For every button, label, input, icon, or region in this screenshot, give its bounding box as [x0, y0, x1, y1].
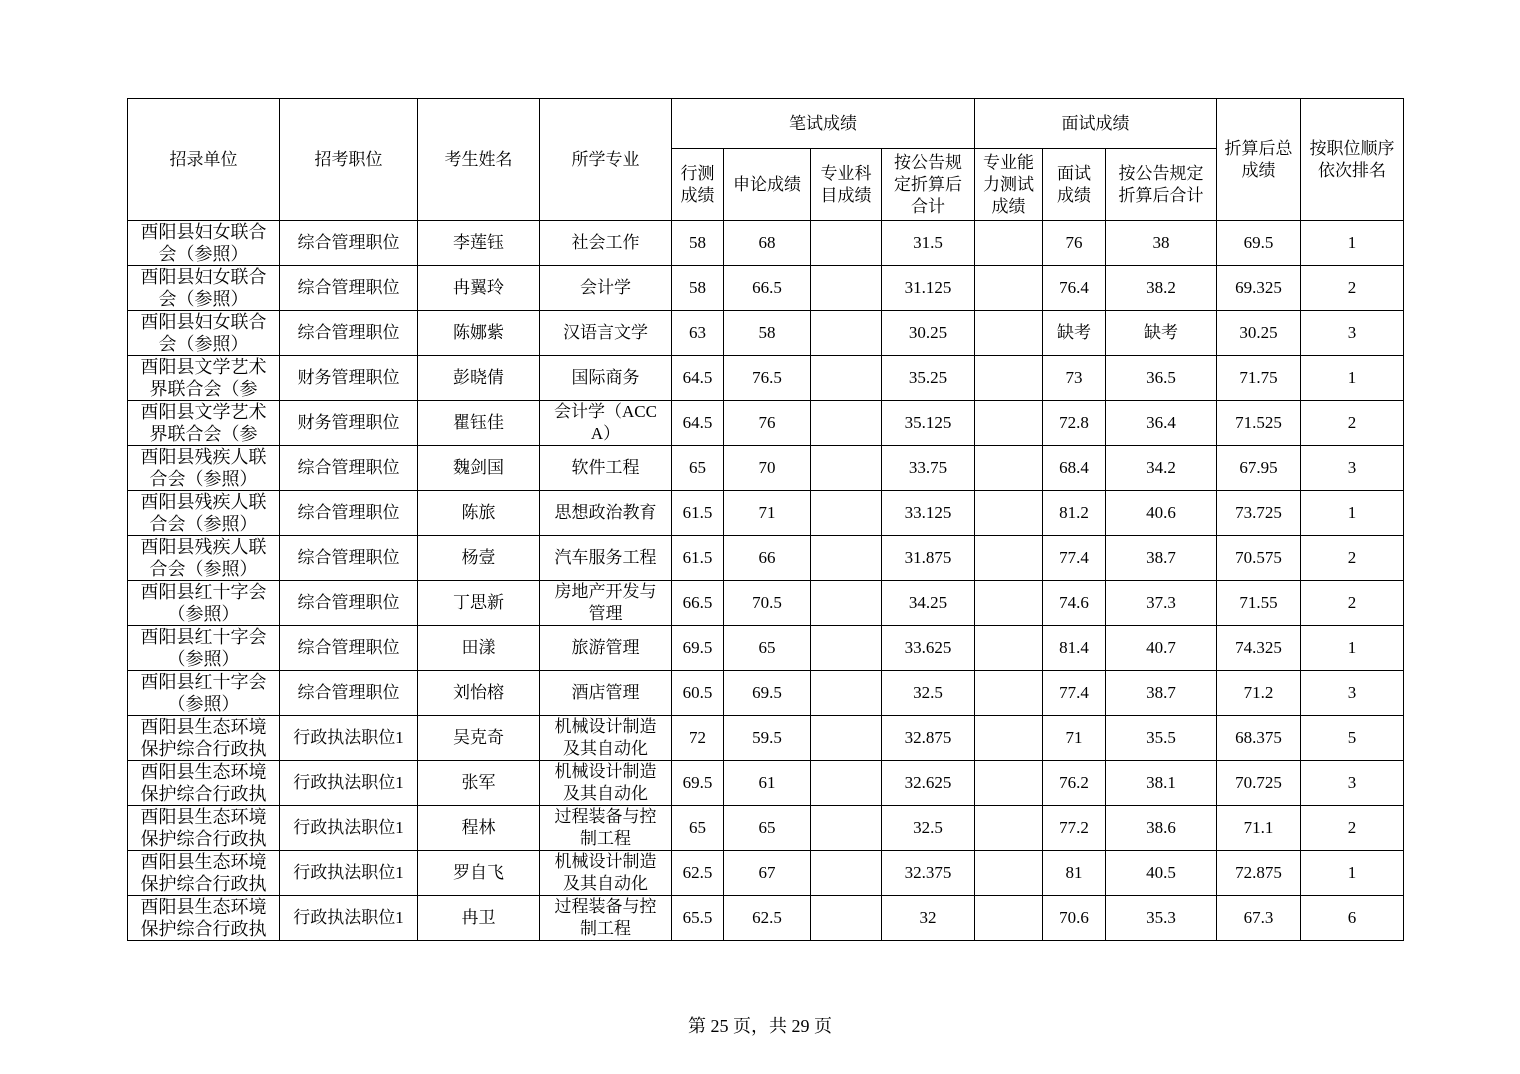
cell-position: 综合管理职位	[280, 446, 418, 491]
cell-xingce: 63	[672, 311, 724, 356]
cell-written-total: 31.125	[882, 266, 975, 311]
score-table	[127, 98, 1404, 941]
cell-major-text: 机械设计制造及其自动化	[554, 717, 657, 758]
cell-major-text: 旅游管理	[571, 638, 640, 657]
cell-major-text: 过程装备与控制工程	[554, 897, 657, 938]
cell-ability	[975, 266, 1043, 311]
cell-position: 综合管理职位	[280, 311, 418, 356]
cell-name: 彭晓倩	[418, 356, 540, 401]
cell-name: 杨壹	[418, 536, 540, 581]
cell-major	[540, 671, 672, 716]
cell-total: 69.5	[1217, 221, 1301, 266]
cell-professional	[811, 266, 882, 311]
cell-major	[540, 491, 672, 536]
cell-total: 30.25	[1217, 311, 1301, 356]
cell-xingce: 61.5	[672, 536, 724, 581]
cell-professional	[811, 716, 882, 761]
cell-shenlun: 68	[724, 221, 811, 266]
cell-shenlun: 70	[724, 446, 811, 491]
cell-unit	[128, 266, 280, 311]
cell-position: 综合管理职位	[280, 266, 418, 311]
cell-written-total: 31.875	[882, 536, 975, 581]
cell-interview-total: 37.3	[1106, 581, 1217, 626]
cell-ability	[975, 311, 1043, 356]
cell-rank: 5	[1301, 716, 1404, 761]
cell-interview: 81.2	[1043, 491, 1106, 536]
cell-interview-total: 缺考	[1106, 311, 1217, 356]
cell-ability	[975, 491, 1043, 536]
cell-rank: 2	[1301, 581, 1404, 626]
cell-professional	[811, 581, 882, 626]
cell-shenlun: 67	[724, 851, 811, 896]
header-unit: 招录单位	[128, 99, 280, 221]
cell-interview-total: 40.7	[1106, 626, 1217, 671]
cell-major	[540, 716, 672, 761]
cell-shenlun: 70.5	[724, 581, 811, 626]
cell-ability	[975, 806, 1043, 851]
cell-total: 71.525	[1217, 401, 1301, 446]
header-total: 折算后总成绩	[1217, 99, 1301, 221]
cell-written-total: 31.5	[882, 221, 975, 266]
cell-major-text: 过程装备与控制工程	[554, 807, 657, 848]
cell-shenlun: 58	[724, 311, 811, 356]
cell-position: 综合管理职位	[280, 221, 418, 266]
cell-interview: 76.4	[1043, 266, 1106, 311]
cell-written-total: 35.25	[882, 356, 975, 401]
table-row	[128, 716, 1404, 761]
cell-written-total: 30.25	[882, 311, 975, 356]
table-row	[128, 851, 1404, 896]
cell-major	[540, 851, 672, 896]
cell-position: 行政执法职位1	[280, 716, 418, 761]
cell-interview: 77.4	[1043, 671, 1106, 716]
cell-ability	[975, 221, 1043, 266]
cell-xingce: 65	[672, 806, 724, 851]
cell-major-text: 会计学	[580, 278, 631, 297]
cell-unit	[128, 581, 280, 626]
cell-xingce: 60.5	[672, 671, 724, 716]
cell-major-text: 国际商务	[571, 368, 640, 387]
cell-xingce: 58	[672, 221, 724, 266]
header-interview: 面试成绩	[1043, 149, 1106, 221]
table-row	[128, 491, 1404, 536]
cell-major	[540, 761, 672, 806]
cell-interview: 77.2	[1043, 806, 1106, 851]
cell-unit	[128, 356, 280, 401]
table-row	[128, 806, 1404, 851]
cell-ability	[975, 401, 1043, 446]
cell-interview-total: 38.1	[1106, 761, 1217, 806]
table-row	[128, 896, 1404, 941]
cell-professional	[811, 311, 882, 356]
cell-major	[540, 896, 672, 941]
cell-ability	[975, 536, 1043, 581]
cell-rank: 3	[1301, 761, 1404, 806]
cell-xingce: 69.5	[672, 761, 724, 806]
cell-total: 67.95	[1217, 446, 1301, 491]
cell-position: 综合管理职位	[280, 581, 418, 626]
cell-xingce: 61.5	[672, 491, 724, 536]
cell-position: 行政执法职位1	[280, 851, 418, 896]
cell-professional	[811, 221, 882, 266]
cell-major	[540, 311, 672, 356]
cell-written-total: 33.125	[882, 491, 975, 536]
cell-total: 71.55	[1217, 581, 1301, 626]
cell-position: 行政执法职位1	[280, 761, 418, 806]
header-name: 考生姓名	[418, 99, 540, 221]
cell-major	[540, 266, 672, 311]
cell-xingce: 69.5	[672, 626, 724, 671]
cell-rank: 2	[1301, 266, 1404, 311]
cell-ability	[975, 896, 1043, 941]
cell-major	[540, 356, 672, 401]
cell-written-total: 32.875	[882, 716, 975, 761]
cell-xingce: 72	[672, 716, 724, 761]
cell-name: 张军	[418, 761, 540, 806]
table-row	[128, 626, 1404, 671]
cell-total: 70.575	[1217, 536, 1301, 581]
header-interview-total: 按公告规定折算后合计	[1106, 149, 1217, 221]
cell-interview: 73	[1043, 356, 1106, 401]
cell-written-total: 35.125	[882, 401, 975, 446]
cell-written-total: 32.625	[882, 761, 975, 806]
cell-unit	[128, 896, 280, 941]
cell-ability	[975, 671, 1043, 716]
cell-total: 71.2	[1217, 671, 1301, 716]
cell-major-text: 会计学（ACCA）	[554, 402, 657, 443]
cell-rank: 1	[1301, 626, 1404, 671]
cell-interview-total: 35.3	[1106, 896, 1217, 941]
cell-name: 陈娜紫	[418, 311, 540, 356]
cell-name: 瞿钰佳	[418, 401, 540, 446]
cell-shenlun: 66	[724, 536, 811, 581]
table-body	[128, 221, 1404, 941]
cell-professional	[811, 671, 882, 716]
cell-major-text: 汽车服务工程	[554, 548, 657, 567]
cell-interview: 72.8	[1043, 401, 1106, 446]
cell-total: 73.725	[1217, 491, 1301, 536]
table-row	[128, 446, 1404, 491]
cell-rank: 1	[1301, 491, 1404, 536]
cell-shenlun: 65	[724, 626, 811, 671]
cell-xingce: 62.5	[672, 851, 724, 896]
cell-interview: 81.4	[1043, 626, 1106, 671]
cell-major-text: 机械设计制造及其自动化	[554, 852, 657, 893]
cell-interview: 81	[1043, 851, 1106, 896]
cell-shenlun: 62.5	[724, 896, 811, 941]
cell-xingce: 58	[672, 266, 724, 311]
cell-interview-total: 36.4	[1106, 401, 1217, 446]
cell-professional	[811, 761, 882, 806]
cell-unit-text: 酉阳县文学艺术界联合会（参	[140, 357, 267, 399]
cell-total: 69.325	[1217, 266, 1301, 311]
table-row	[128, 671, 1404, 716]
cell-interview: 74.6	[1043, 581, 1106, 626]
cell-shenlun: 69.5	[724, 671, 811, 716]
cell-unit-text: 酉阳县红十字会（参照）	[140, 627, 267, 669]
cell-interview-total: 34.2	[1106, 446, 1217, 491]
cell-position: 综合管理职位	[280, 491, 418, 536]
cell-shenlun: 76	[724, 401, 811, 446]
cell-interview: 68.4	[1043, 446, 1106, 491]
cell-shenlun: 65	[724, 806, 811, 851]
cell-interview-total: 35.5	[1106, 716, 1217, 761]
cell-unit	[128, 671, 280, 716]
cell-major	[540, 446, 672, 491]
cell-name: 程林	[418, 806, 540, 851]
cell-name: 冉翼玲	[418, 266, 540, 311]
cell-name: 田漾	[418, 626, 540, 671]
cell-major-text: 房地产开发与管理	[554, 582, 657, 623]
table-row	[128, 356, 1404, 401]
cell-total: 74.325	[1217, 626, 1301, 671]
cell-interview: 76.2	[1043, 761, 1106, 806]
cell-major	[540, 806, 672, 851]
cell-xingce: 65.5	[672, 896, 724, 941]
cell-major-text: 机械设计制造及其自动化	[554, 762, 657, 803]
cell-interview: 76	[1043, 221, 1106, 266]
cell-xingce: 64.5	[672, 401, 724, 446]
cell-interview: 70.6	[1043, 896, 1106, 941]
cell-shenlun: 59.5	[724, 716, 811, 761]
cell-interview-total: 40.5	[1106, 851, 1217, 896]
cell-rank: 2	[1301, 806, 1404, 851]
header-ability: 专业能力测试成绩	[975, 149, 1043, 221]
cell-professional	[811, 896, 882, 941]
cell-unit	[128, 536, 280, 581]
cell-major	[540, 581, 672, 626]
header-position: 招考职位	[280, 99, 418, 221]
cell-rank: 3	[1301, 311, 1404, 356]
cell-interview: 缺考	[1043, 311, 1106, 356]
cell-ability	[975, 716, 1043, 761]
cell-total: 68.375	[1217, 716, 1301, 761]
cell-name: 吴克奇	[418, 716, 540, 761]
cell-interview-total: 38.2	[1106, 266, 1217, 311]
header-written-total: 按公告规定折算后合计	[882, 149, 975, 221]
cell-total: 70.725	[1217, 761, 1301, 806]
cell-written-total: 32	[882, 896, 975, 941]
cell-major-text: 社会工作	[571, 233, 640, 252]
cell-name: 丁思新	[418, 581, 540, 626]
cell-unit-text: 酉阳县文学艺术界联合会（参	[140, 402, 267, 444]
cell-interview-total: 36.5	[1106, 356, 1217, 401]
header-rank: 按职位顺序依次排名	[1301, 99, 1404, 221]
cell-unit-text: 酉阳县残疾人联合会（参照）	[140, 447, 267, 489]
cell-interview-total: 38.7	[1106, 536, 1217, 581]
cell-unit-text: 酉阳县生态环境保护综合行政执	[140, 807, 267, 849]
cell-unit	[128, 626, 280, 671]
cell-written-total: 32.375	[882, 851, 975, 896]
cell-rank: 2	[1301, 536, 1404, 581]
cell-unit-text: 酉阳县生态环境保护综合行政执	[140, 717, 267, 759]
cell-ability	[975, 446, 1043, 491]
cell-professional	[811, 536, 882, 581]
cell-major-text: 软件工程	[571, 458, 640, 477]
cell-written-total: 32.5	[882, 671, 975, 716]
cell-unit	[128, 806, 280, 851]
cell-interview-total: 38.7	[1106, 671, 1217, 716]
cell-professional	[811, 491, 882, 536]
cell-interview: 77.4	[1043, 536, 1106, 581]
cell-name: 陈旅	[418, 491, 540, 536]
table-row	[128, 536, 1404, 581]
cell-unit-text: 酉阳县妇女联合会（参照）	[140, 222, 267, 264]
cell-written-total: 33.75	[882, 446, 975, 491]
cell-unit	[128, 491, 280, 536]
header-professional: 专业科目成绩	[811, 149, 882, 221]
cell-ability	[975, 356, 1043, 401]
header-interview-group: 面试成绩	[975, 99, 1217, 149]
cell-professional	[811, 356, 882, 401]
cell-professional	[811, 806, 882, 851]
cell-unit	[128, 761, 280, 806]
page-footer: 第 25 页，共 29 页	[688, 1016, 832, 1036]
cell-written-total: 33.625	[882, 626, 975, 671]
cell-position: 综合管理职位	[280, 626, 418, 671]
header-xingce: 行测成绩	[672, 149, 724, 221]
cell-major-text: 酒店管理	[571, 683, 640, 702]
cell-unit-text: 酉阳县生态环境保护综合行政执	[140, 852, 267, 894]
header-written-group: 笔试成绩	[672, 99, 975, 149]
cell-major	[540, 536, 672, 581]
cell-professional	[811, 851, 882, 896]
cell-interview-total: 38.6	[1106, 806, 1217, 851]
cell-name: 魏剑国	[418, 446, 540, 491]
cell-written-total: 34.25	[882, 581, 975, 626]
cell-ability	[975, 851, 1043, 896]
table-row	[128, 266, 1404, 311]
cell-unit-text: 酉阳县残疾人联合会（参照）	[140, 492, 267, 534]
cell-unit-text: 酉阳县生态环境保护综合行政执	[140, 762, 267, 804]
cell-unit-text: 酉阳县生态环境保护综合行政执	[140, 897, 267, 939]
cell-rank: 1	[1301, 356, 1404, 401]
cell-xingce: 64.5	[672, 356, 724, 401]
cell-unit-text: 酉阳县妇女联合会（参照）	[140, 267, 267, 309]
cell-position: 财务管理职位	[280, 401, 418, 446]
cell-total: 72.875	[1217, 851, 1301, 896]
cell-unit-text: 酉阳县残疾人联合会（参照）	[140, 537, 267, 579]
cell-interview-total: 40.6	[1106, 491, 1217, 536]
cell-position: 财务管理职位	[280, 356, 418, 401]
cell-professional	[811, 446, 882, 491]
table-row	[128, 221, 1404, 266]
cell-total: 71.1	[1217, 806, 1301, 851]
cell-name: 冉卫	[418, 896, 540, 941]
cell-major-text: 思想政治教育	[554, 503, 657, 522]
header-shenlun: 申论成绩	[724, 149, 811, 221]
table-row	[128, 311, 1404, 356]
cell-unit	[128, 851, 280, 896]
table-row	[128, 761, 1404, 806]
cell-position: 综合管理职位	[280, 671, 418, 716]
cell-name: 刘怡榕	[418, 671, 540, 716]
cell-ability	[975, 761, 1043, 806]
cell-ability	[975, 626, 1043, 671]
table-row	[128, 581, 1404, 626]
cell-unit-text: 酉阳县红十字会（参照）	[140, 672, 267, 714]
cell-professional	[811, 626, 882, 671]
cell-written-total: 32.5	[882, 806, 975, 851]
cell-rank: 6	[1301, 896, 1404, 941]
cell-unit	[128, 446, 280, 491]
cell-unit	[128, 311, 280, 356]
cell-name: 罗自飞	[418, 851, 540, 896]
cell-major	[540, 401, 672, 446]
cell-unit	[128, 716, 280, 761]
cell-unit	[128, 401, 280, 446]
cell-shenlun: 61	[724, 761, 811, 806]
cell-interview-total: 38	[1106, 221, 1217, 266]
header-major: 所学专业	[540, 99, 672, 221]
cell-ability	[975, 581, 1043, 626]
cell-position: 综合管理职位	[280, 536, 418, 581]
cell-position: 行政执法职位1	[280, 896, 418, 941]
cell-interview: 71	[1043, 716, 1106, 761]
table-row	[128, 401, 1404, 446]
cell-unit-text: 酉阳县妇女联合会（参照）	[140, 312, 267, 354]
cell-position: 行政执法职位1	[280, 806, 418, 851]
cell-unit	[128, 221, 280, 266]
cell-rank: 3	[1301, 446, 1404, 491]
cell-unit-text: 酉阳县红十字会（参照）	[140, 582, 267, 624]
cell-xingce: 66.5	[672, 581, 724, 626]
cell-rank: 2	[1301, 401, 1404, 446]
cell-shenlun: 76.5	[724, 356, 811, 401]
cell-rank: 1	[1301, 851, 1404, 896]
cell-professional	[811, 401, 882, 446]
cell-name: 李莲钰	[418, 221, 540, 266]
cell-total: 71.75	[1217, 356, 1301, 401]
cell-shenlun: 66.5	[724, 266, 811, 311]
cell-shenlun: 71	[724, 491, 811, 536]
cell-xingce: 65	[672, 446, 724, 491]
cell-major	[540, 626, 672, 671]
cell-rank: 1	[1301, 221, 1404, 266]
cell-major-text: 汉语言文学	[563, 323, 648, 342]
cell-major	[540, 221, 672, 266]
cell-total: 67.3	[1217, 896, 1301, 941]
cell-rank: 3	[1301, 671, 1404, 716]
